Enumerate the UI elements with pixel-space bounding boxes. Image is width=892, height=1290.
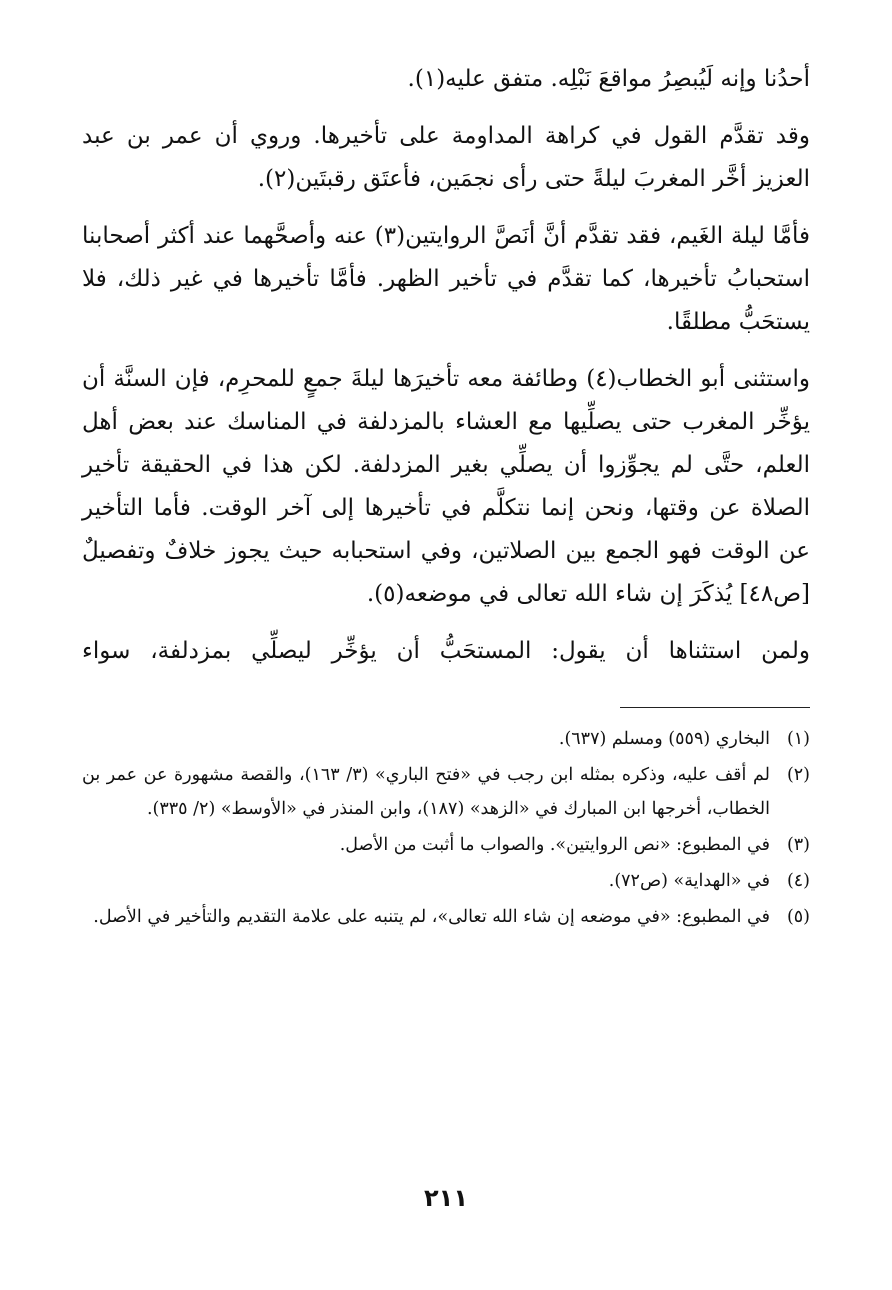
footnote-item	[82, 758, 810, 826]
page-body	[82, 58, 810, 936]
footnotes	[82, 722, 810, 934]
footnote-text: في «الهداية» (ص٧٢).	[608, 871, 770, 891]
paragraph-1: أحدُنا وإنه لَيُبصِرُ مواقعَ نَبْلِه. متفق عليه(١).	[407, 66, 810, 92]
paragraph-4: واستثنى أبو الخطاب(٤) وطائفة معه تأخيرَها ليلةَ جمعٍ للمحرِم، فإن السنَّة أن يؤخِّر المغرب حتى يصلِّيها مع العشاء بالمزدلفة في المناسك عند بعض أهل العلم، حتَّى لم يجوِّزوا أن يصلِّي بغير المزدلفة. لكن هذا في الحقيقة تأخير الصلاة عن وقتها، ونحن إنما نتكلَّم في تأخيرها إلى آخر الوقت. فأما التأخير عن الوقت فهو الجمع بين الصلاتين، وفي استحبابه حيث يجوز خلافٌ وتفصيلٌ [ص٤٨] يُذكَرَ إن شاء الله تعالى في موضعه(٥).	[82, 366, 810, 607]
footnote-number: (٤)	[786, 871, 810, 891]
footnote-number: (٥)	[786, 907, 810, 927]
page-number: ٢١١	[424, 1184, 468, 1212]
footnote-divider	[620, 707, 810, 708]
footnote-item	[82, 722, 810, 756]
footnote-number: (١)	[786, 729, 810, 749]
paragraph-3: فأمَّا ليلة الغَيم، فقد تقدَّم أنَّ أنَصَّ الروايتين(٣) عنه وأصحَّهما عند أكثر أصحابنا استحبابُ تأخيرها، كما تقدَّم في تأخير الظهر. فأمَّا تأخيرها في غير ذلك، فلا يستحَبُّ مطلقًا.	[82, 223, 811, 335]
footnote-text: البخاري (٥٥٩) ومسلم (٦٣٧).	[558, 729, 770, 749]
footnote-item	[82, 864, 810, 898]
footnote-number: (٣)	[786, 835, 810, 855]
footnote-item	[82, 900, 810, 934]
paragraph-5: ولمن استثناها أن يقول: المستحَبُّ أن يؤخِّر ليصلِّي بمزدلفة، سواء	[82, 638, 810, 664]
footnote-text: في المطبوع: «نص الروايتين». والصواب ما أثبت من الأصل.	[339, 835, 770, 855]
footnote-item	[82, 828, 810, 862]
footnote-number: (٢)	[786, 765, 810, 785]
footnote-text: لم أقف عليه، وذكره بمثله ابن رجب في «فتح الباري» (٣/ ١٦٣)، والقصة مشهورة عن عمر بن الخطاب، أخرجها ابن المبارك في «الزهد» (١٨٧)، وابن المنذر في «الأوسط» (٢/ ٣٣٥).	[82, 765, 770, 819]
paragraph-2: وقد تقدَّم القول في كراهة المداومة على تأخيرها. وروي أن عمر بن عبد العزيز أخَّر المغربَ ليلةً حتى رأى نجمَين، فأعتَق رقبتَين(٢).	[82, 123, 810, 192]
footnote-text: في المطبوع: «في موضعه إن شاء الله تعالى»، لم يتنبه على علامة التقديم والتأخير في الأصل.	[93, 907, 770, 927]
